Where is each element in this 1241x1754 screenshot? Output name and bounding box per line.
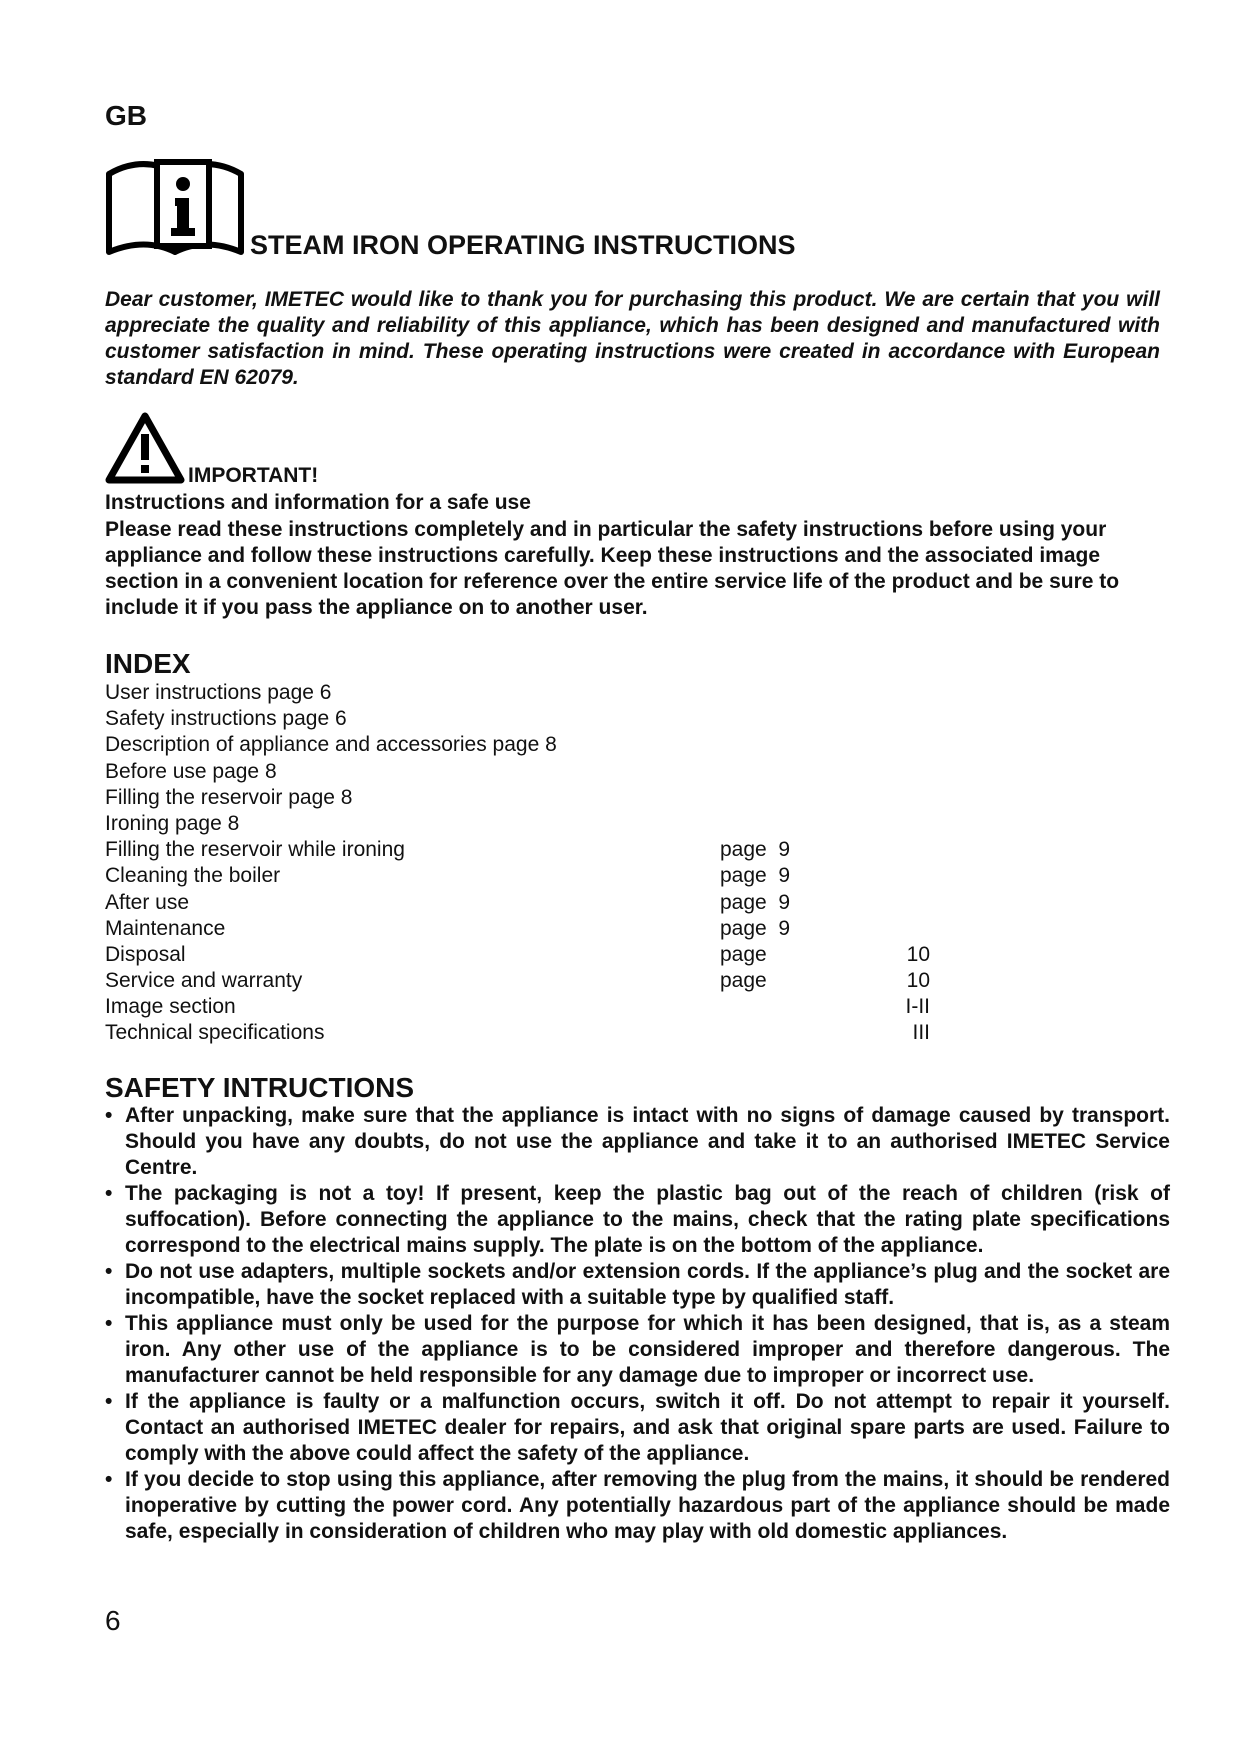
index-entry-label: Cleaning the boiler	[105, 864, 281, 888]
safety-item	[105, 1181, 1170, 1259]
safe-use-subheading: Instructions and information for a safe use	[105, 491, 531, 514]
bullet-icon: •	[105, 1390, 113, 1413]
index-entry	[105, 1020, 930, 1046]
index-page-number: III	[912, 1021, 930, 1045]
safety-item	[105, 1467, 1170, 1545]
index-entry: Safety instructions page 6	[105, 707, 347, 731]
index-entry-label: Service and warranty	[105, 969, 303, 993]
index-page-number: 9	[778, 916, 791, 940]
index-entry-label: Technical specifications	[105, 1021, 325, 1045]
index-page-number: 10	[906, 969, 930, 993]
safety-item-text: If the appliance is faulty or a malfunction occurs, switch it off. Do not attempt to repair it yourself. Contact an authorised IMETEC dealer for repairs, and ask that original spare parts are used. Failure to comply with the above could affect the safety of the appliance.	[125, 1390, 1170, 1465]
safety-item-text: Do not use adapters, multiple sockets and/or extension cords. If the appliance’s plug and the socket are incompatible, have the socket replaced with a suitable type by qualified staff.	[125, 1260, 1170, 1309]
index-entry: Before use page 8	[105, 759, 277, 783]
safety-item	[105, 1259, 1170, 1311]
index-entry	[105, 837, 865, 863]
index-entry-label: Filling the reservoir while ironing	[105, 838, 405, 862]
index-entry-label: Image section	[105, 995, 236, 1019]
safety-heading: SAFETY INTRUCTIONS	[105, 1072, 415, 1103]
index-list	[105, 680, 930, 1047]
bullet-icon: •	[105, 1182, 113, 1205]
index-entry	[105, 863, 865, 889]
safety-item	[105, 1103, 1170, 1181]
bullet-icon: •	[105, 1312, 113, 1335]
index-page-number: 9	[778, 890, 791, 914]
index-entry-label: Maintenance	[105, 916, 226, 940]
index-entry	[105, 890, 865, 916]
index-page-number: I-II	[905, 995, 930, 1019]
index-page-word: page	[720, 916, 767, 940]
index-page-number: 10	[906, 942, 930, 966]
document-title: STEAM IRON OPERATING INSTRUCTIONS	[250, 230, 796, 260]
safety-item-text: The packaging is not a toy! If present, keep the plastic bag out of the reach of children (risk of suffocation). Before connecting the appliance to the mains, check that the rating plate specifications correspond to the electrical mains supply. The plate is on the bottom of the appliance.	[125, 1182, 1170, 1257]
index-page-word: page	[720, 838, 767, 862]
index-entry: Ironing page 8	[105, 811, 240, 835]
safety-item	[105, 1311, 1170, 1389]
index-entry-label: Disposal	[105, 942, 186, 966]
index-page-word: page	[720, 890, 767, 914]
index-entry: Filling the reservoir page 8	[105, 785, 353, 809]
index-page-word: page	[720, 969, 767, 993]
safety-item	[105, 1389, 1170, 1467]
index-entry	[105, 942, 930, 968]
index-page-word: page	[720, 942, 767, 966]
safety-item-text: If you decide to stop using this appliance, after removing the plug from the mains, it should be rendered inoperative by cutting the power cord. Any potentially hazardous part of the appliance should be made safe, especially in consideration of children who may play with old domestic appliances.	[125, 1468, 1170, 1543]
bullet-icon: •	[105, 1468, 113, 1491]
safety-item-text: This appliance must only be used for the purpose for which it has been designed, that is, as a steam iron. Any other use of the appliance is to be considered improper and therefore dangerous. The manufacturer cannot be held responsible for any damage due to improper or incorrect use.	[125, 1312, 1170, 1387]
index-entry	[105, 994, 930, 1020]
important-label: IMPORTANT!	[188, 464, 319, 487]
bullet-icon: •	[105, 1260, 113, 1283]
index-heading: INDEX	[105, 648, 191, 679]
index-page-word: page	[720, 864, 767, 888]
index-entry: User instructions page 6	[105, 681, 332, 704]
index-page-number: 9	[778, 864, 791, 888]
index-entry	[105, 968, 930, 994]
index-entry-label: After use	[105, 890, 190, 914]
index-page-number: 9	[778, 838, 791, 862]
index-entry	[105, 916, 865, 942]
safety-list	[105, 1103, 1170, 1545]
intro-paragraph: Dear customer, IMETEC would like to thank you for purchasing this product. We are certain that you will appreciate the quality and reliability of this appliance, which has been designed and manufactured with customer satisfaction in mind. These operating instructions were created in accordance with European standard EN 62079.	[105, 288, 1160, 389]
info-book-icon	[105, 156, 245, 256]
page-number: 6	[105, 1605, 121, 1636]
safety-reading-paragraph: Please read these instructions completely and in particular the safety instructions before using your appliance and follow these instructions carefully. Keep these instructions and the associated image section in a convenient location for reference over the entire service life of the product and be sure to include it if you pass the appliance on to another user.	[105, 518, 1120, 619]
safety-item-text: After unpacking, make sure that the appliance is intact with no signs of damage caused by transport. Should you have any doubts, do not use the appliance and take it to an authorised IMETEC Service Centre.	[125, 1104, 1170, 1179]
bullet-icon: •	[105, 1104, 113, 1127]
index-entry: Description of appliance and accessories page 8	[105, 733, 557, 757]
warning-triangle-icon	[105, 412, 185, 484]
language-code: GB	[105, 100, 147, 131]
